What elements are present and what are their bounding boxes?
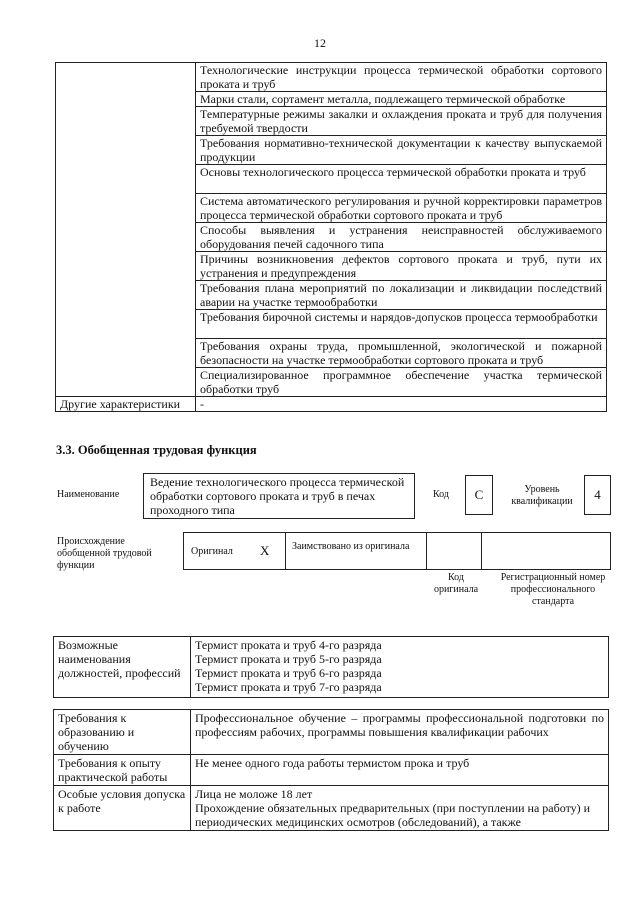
origin-label: Происхождение обобщенной трудовой функции: [57, 536, 152, 571]
knowledge-item: Требования бирочной системы и нарядов-допусков процесса термообработки: [196, 310, 607, 339]
borrowed-cell: [285, 532, 427, 570]
admission-line: Прохождение обязательных предварительных (при поступлении на работу) и периодических медицинских осмотров (обследований), а также: [195, 801, 591, 829]
position-item: Термист проката и труб 6-го разряда: [195, 666, 382, 680]
reg-number-caption: Регистрационный номер профессионального стандарта: [500, 572, 606, 607]
knowledge-item: Марки стали, сортамент металла, подлежащего термической обработке: [196, 92, 607, 107]
admission-line: Лица не моложе 18 лет: [195, 787, 313, 801]
positions-label: Возможные наименования должностей, профессий: [54, 637, 191, 698]
knowledge-table: [55, 62, 607, 412]
code-value: С: [474, 487, 484, 502]
page-number: 12: [314, 36, 326, 50]
knowledge-item: Основы технологического процесса термической обработки проката и труб: [196, 165, 607, 194]
knowledge-item: Технологические инструкции процесса термической обработки сортового проката и труб: [196, 63, 607, 92]
function-name-value: Ведение технологического процесса термической обработки сортового проката и труб в печах проходного типа: [150, 475, 405, 517]
knowledge-item: Требования нормативно-технической документации к качеству выпускаемой продукции: [196, 136, 607, 165]
position-item: Термист проката и труб 4-го разряда: [195, 638, 382, 652]
admission-value: [191, 786, 609, 831]
education-value: Профессиональное обучение – программы профессиональной подготовки по профессиям рабочих, программы повышения квалификации рабочих: [191, 710, 609, 755]
position-item: Термист проката и труб 7-го разряда: [195, 680, 382, 694]
original-code-caption: Код оригинала: [433, 572, 479, 595]
positions-list: [191, 637, 609, 698]
section-heading: 3.3. Обобщенная трудовая функция: [56, 443, 257, 457]
experience-value: Не менее одного года работы термистом прока и труб: [191, 755, 609, 786]
original-label: Оригинал: [191, 546, 233, 557]
other-characteristics-value: -: [196, 397, 607, 412]
empty-label-cell: [56, 63, 196, 397]
code-label: Код: [433, 489, 449, 500]
level-value-box: [584, 475, 611, 515]
function-name-box: [143, 473, 415, 519]
original-mark: X: [260, 543, 270, 558]
knowledge-item: Требования охраны труда, промышленной, экологической и пожарной безопасности на участке термообработки сортового проката и труб: [196, 339, 607, 368]
education-label: Требования к образованию и обучению: [54, 710, 191, 755]
experience-label: Требования к опыту практической работы: [54, 755, 191, 786]
reg-number-cell: [481, 532, 611, 570]
level-value: 4: [594, 487, 601, 502]
knowledge-item: Причины возникновения дефектов сортового проката и труб, пути их устранения и предупреждения: [196, 252, 607, 281]
knowledge-item: Способы выявления и устранения неисправностей обслуживаемого оборудования печей садочного типа: [196, 223, 607, 252]
knowledge-item: Температурные режимы закалки и охлаждения проката и труб для получения требуемой твердости: [196, 107, 607, 136]
requirements-table: [53, 709, 609, 831]
name-label: Наименование: [57, 489, 120, 500]
admission-label: Особые условия допуска к работе: [54, 786, 191, 831]
borrowed-label: Заимствовано из оригинала: [292, 541, 410, 552]
original-cell: [183, 532, 286, 570]
positions-table: [53, 636, 609, 698]
knowledge-item: Специализированное программное обеспечение участка термической обработки труб: [196, 368, 607, 397]
knowledge-item: Требования плана мероприятий по локализации и ликвидации последствий аварии на участке термообработки: [196, 281, 607, 310]
other-characteristics-label: Другие характеристики: [56, 397, 196, 412]
code-value-box: [465, 475, 493, 515]
original-code-cell: [426, 532, 482, 570]
knowledge-item: Система автоматического регулирования и ручной корректировки параметров процесса термической обработки сортового проката и труб: [196, 194, 607, 223]
position-item: Термист проката и труб 5-го разряда: [195, 652, 382, 666]
level-label: Уровень квалификации: [511, 484, 573, 507]
